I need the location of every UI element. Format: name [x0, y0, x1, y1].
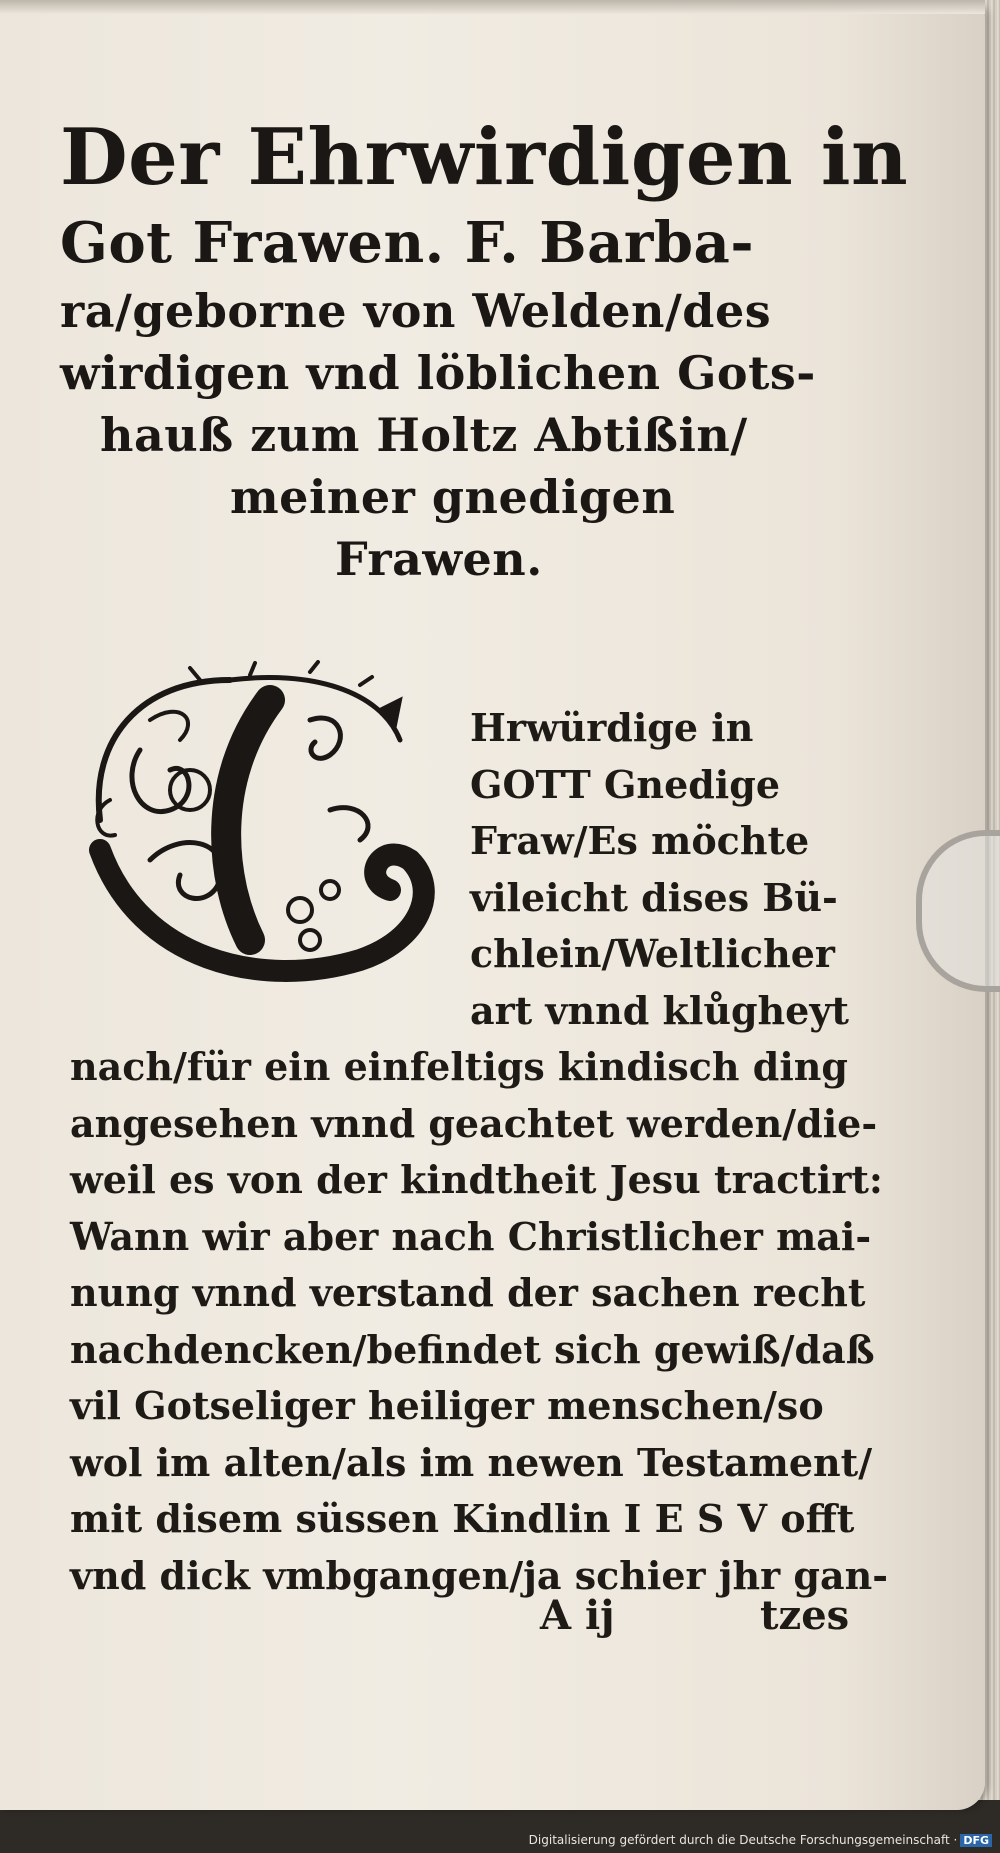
heading-line: ra/geborne von Welden/des	[60, 284, 772, 338]
body-line: angesehen vnnd geachtet werden/die-	[70, 1100, 878, 1146]
body-line: wol im alten/als im newen Testament/	[70, 1439, 873, 1485]
digitization-credit	[529, 1833, 992, 1847]
body-line: vil Gotseliger heiliger menschen/so	[70, 1383, 824, 1428]
heading-line: hauß zum Holtz Abtißin/	[100, 408, 748, 462]
body-line: nach/für ein einfeltigs kindisch ding	[70, 1044, 848, 1089]
dedication-body	[70, 700, 888, 1604]
heading-line: Frawen.	[335, 532, 543, 586]
heading-line: wirdigen vnd löblichen Gots-	[60, 346, 816, 400]
dedication-heading	[60, 110, 909, 590]
body-line: Fraw/Es möchte	[470, 818, 810, 863]
dfg-logo: DFG	[960, 1834, 992, 1847]
heading-line: meiner gnedigen	[230, 470, 676, 524]
body-line: art vnnd klůgheyt	[470, 987, 849, 1033]
heading-line: Der Ehrwirdigen in	[60, 112, 909, 203]
credit-text: Digitalisierung gefördert durch die Deutsche Forschungsgemeinschaft ·	[528, 1833, 958, 1847]
catchword: tzes	[760, 1592, 850, 1639]
body-line: mit disem süssen Kindlin I E S V offt	[70, 1496, 855, 1541]
body-line: Wann wir aber nach Christlicher mai-	[70, 1213, 872, 1259]
body-line: GOTT Gnedige	[470, 761, 780, 807]
body-line: nung vnnd verstand der sachen recht	[70, 1270, 866, 1315]
body-line: Hrwürdige in	[470, 705, 754, 750]
body-line: weil es von der kindtheit Jesu tractirt:	[70, 1157, 883, 1202]
body-line: vileicht dises Bü-	[470, 874, 838, 920]
body-line: chlein/Weltlicher	[470, 931, 835, 976]
body-line: vnd dick vmbgangen/ja schier jhr gan-	[70, 1552, 888, 1598]
body-line: nachdencken/befindet sich gewiß/daß	[70, 1326, 875, 1372]
signature-mark: A ij	[540, 1592, 615, 1639]
heading-line: Got Frawen. F. Barba-	[60, 210, 755, 276]
